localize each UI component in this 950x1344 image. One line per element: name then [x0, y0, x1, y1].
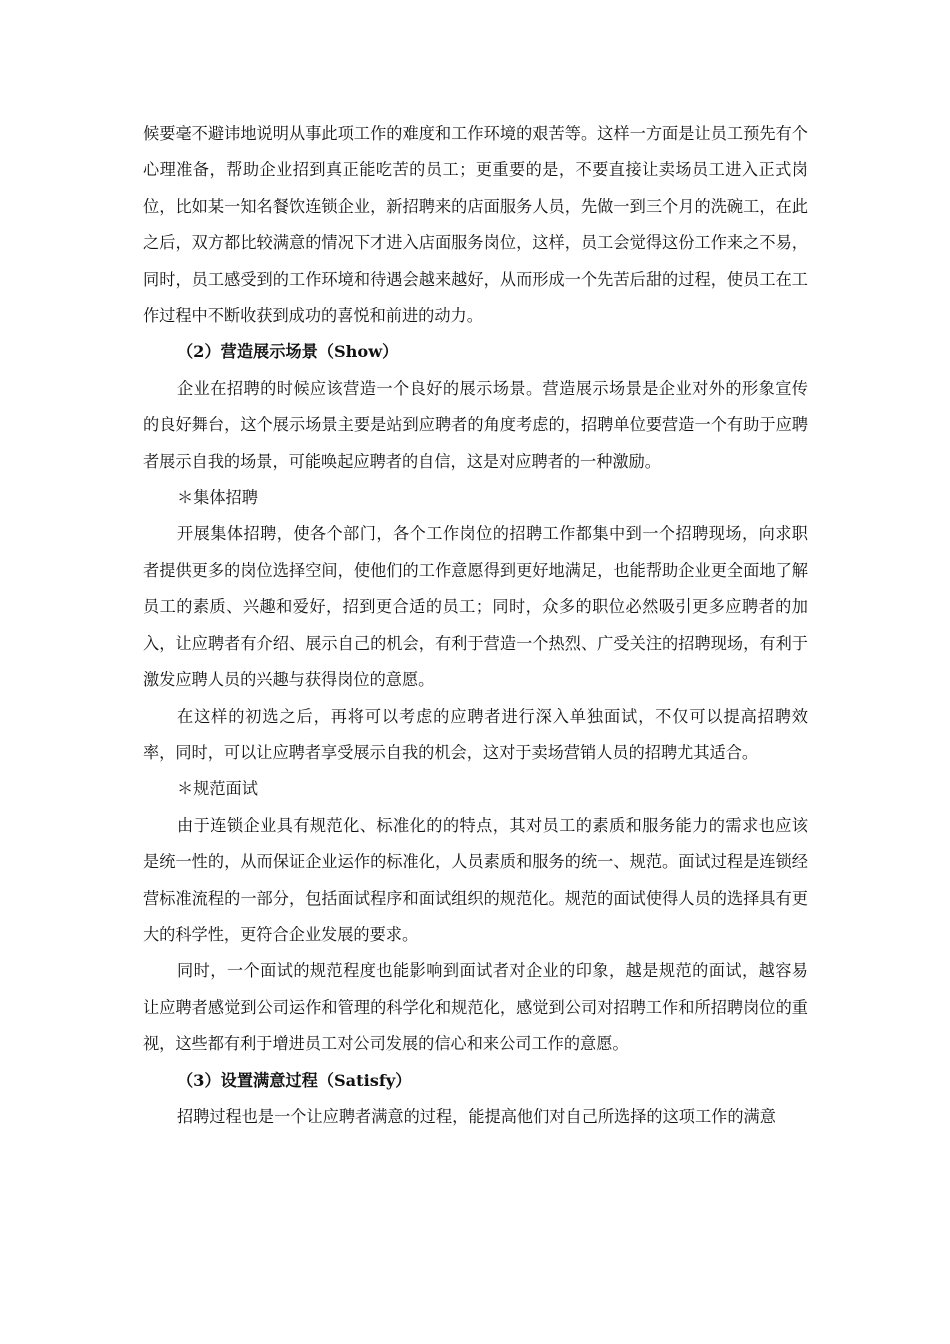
paragraph: 企业在招聘的时候应该营造一个良好的展示场景。营造展示场景是企业对外的形象宣传的良好舞台，这个展示场景主要是站到应聘者的角度考虑的，招聘单位要营造一个有助于应聘者展示自我的场景，可能唤起应聘者的自信，这是对应聘者的一种激励。: [143, 378, 808, 471]
subheading-collective-recruitment: ＊集体招聘: [177, 488, 258, 508]
document-body: [143, 116, 808, 1135]
paragraph-truncated: 招聘过程也是一个让应聘者满意的过程，能提高他们对自己所选择的这项工作的满意: [177, 1106, 776, 1126]
subheading-standard-interview: ＊规范面试: [177, 779, 258, 799]
paragraph: 同时，一个面试的规范程度也能影响到面试者对企业的印象，越是规范的面试，越容易让应聘者感觉到公司运作和管理的科学化和规范化，感觉到公司对招聘工作和所招聘岗位的重视，这些都有利于增进员工对公司发展的信心和来公司工作的意愿。: [143, 961, 808, 1054]
paragraph: 开展集体招聘，使各个部门，各个工作岗位的招聘工作都集中到一个招聘现场，向求职者提供更多的岗位选择空间，使他们的工作意愿得到更好地满足，也能帮助企业更全面地了解员工的素质、兴趣和爱好，招到更合适的员工；同时，众多的职位必然吸引更多应聘者的加入，让应聘者有介绍、展示自己的机会，有利于营造一个热烈、广受关注的招聘现场，有利于激发应聘人员的兴趣与获得岗位的意愿。: [143, 524, 808, 690]
section-heading-satisfy: （3）设置满意过程（Satisfy）: [177, 1070, 412, 1090]
paragraph-continued: 候要毫不避讳地说明从事此项工作的难度和工作环境的艰苦等。这样一方面是让员工预先有个心理准备，帮助企业招到真正能吃苦的员工；更重要的是，不要直接让卖场员工进入正式岗位，比如某一知名餐饮连锁企业，新招聘来的店面服务人员，先做一到三个月的洗碗工，在此之后，双方都比较满意的情况下才进入店面服务岗位，这样，员工会觉得这份工作来之不易，同时，员工感受到的工作环境和待遇会越来越好，从而形成一个先苦后甜的过程，使员工在工作过程中不断收获到成功的喜悦和前进的动力。: [143, 124, 808, 326]
paragraph: 由于连锁企业具有规范化、标准化的的特点，其对员工的素质和服务能力的需求也应该是统一性的，从而保证企业运作的标准化，人员素质和服务的统一、规范。面试过程是连锁经营标准流程的一部分，包括面试程序和面试组织的规范化。规范的面试使得人员的选择具有更大的科学性，更符合企业发展的要求。: [143, 815, 808, 944]
section-heading-show: （2）营造展示场景（Show）: [177, 342, 399, 362]
paragraph: 在这样的初选之后，再将可以考虑的应聘者进行深入单独面试，不仅可以提高招聘效率，同时，可以让应聘者享受展示自我的机会，这对于卖场营销人员的招聘尤其适合。: [143, 706, 808, 762]
